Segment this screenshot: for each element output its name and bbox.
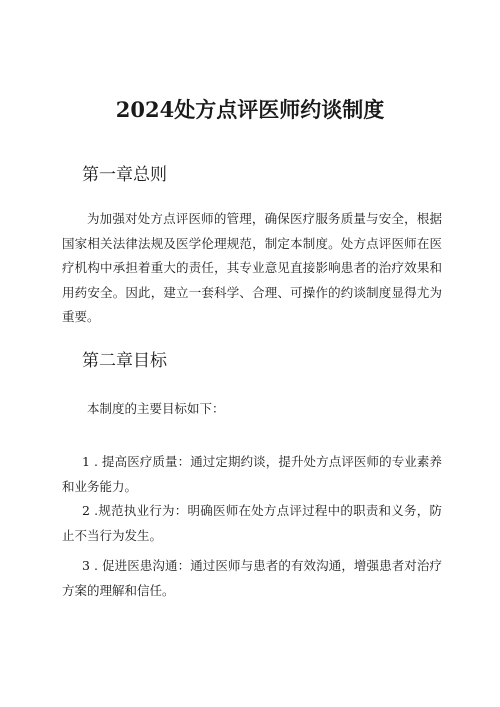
chapter2-heading: 第二章目标 xyxy=(82,351,167,371)
chapter1-paragraph: 为加强对处方点评医师的管理，确保医疗服务质量与安全，根据国家相关法律法规及医学伦理规范，制定本制度。处方点评医师在医疗机构中承担着重大的责任，其专业意见直接影响患者的治疗效果和用药安全。因此，建立一套科学、合理、可操作的约谈制度显得尤为重要。 xyxy=(62,211,442,324)
goal-item-1: 1 . 提高医疗质量：通过定期约谈，提升处方点评医师的专业素养和业务能力。 xyxy=(62,454,442,494)
goal-item-3: 3 . 促进医患沟通：通过医师与患者的有效沟通，增强患者对治疗方案的理解和信任。 xyxy=(62,558,442,598)
goal-item-2: 2 .规范执业行为：明确医师在处方点评过程中的职责和义务，防止不当行为发生。 xyxy=(62,503,442,543)
chapter1-heading: 第一章总则 xyxy=(82,165,167,185)
chapter2-intro: 本制度的主要目标如下： xyxy=(87,401,225,416)
document-title: 2024处方点评医师约谈制度 xyxy=(115,97,385,122)
